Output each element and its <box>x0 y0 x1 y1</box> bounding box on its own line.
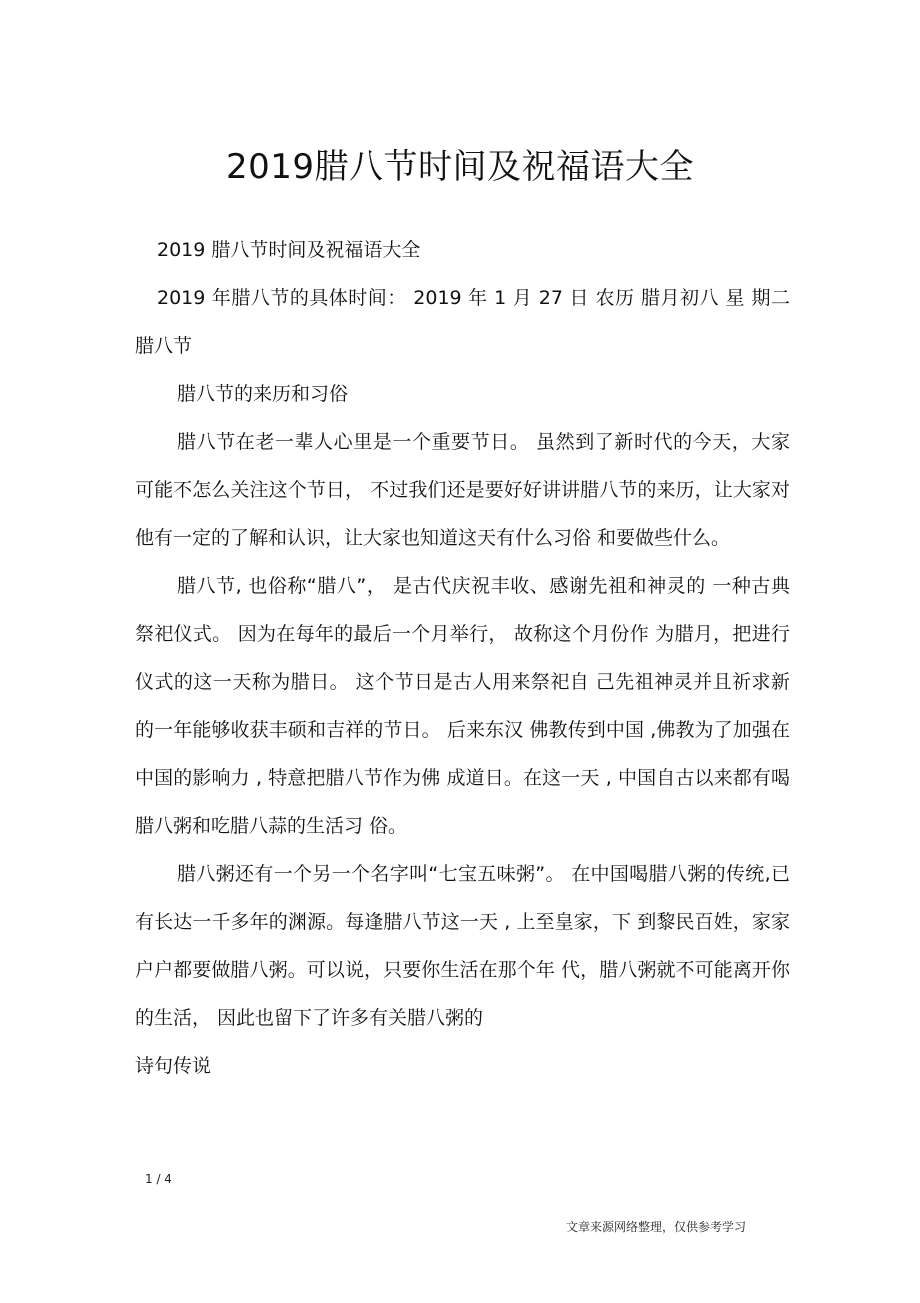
footer-note: 文章来源网络整理，仅供参考学习 <box>566 1220 747 1234</box>
subtitle-paragraph: 2019 腊八节时间及祝福语大全 <box>157 239 421 261</box>
body-paragraph-origin: 腊八节, 也俗称“腊八”， 是古代庆祝丰收、感谢先祖和神灵的 一种古典祭祀仪式。 因为在每年的最后一个月举行， 故称这个月份作 为腊月，把进行仪式的这一天称为腊日。 这个节日是古人用来祭祀自 己先祖神灵并且祈求新的一年能够收获丰硕和吉祥的节日。 后来东汉 佛教传到中国 ,佛教为了加强在中国的影响力 , 特意把腊八节作为佛 成道日。在这一天 , 中国自古以来都有喝腊八粥和吃腊八蒜的生活习 俗。 <box>135 575 790 837</box>
document-body <box>135 226 790 1090</box>
body-paragraph-intro: 腊八节在老一辈人心里是一个重要节日。 虽然到了新时代的今天，大家可能不怎么关注这个节日， 不过我们还是要好好讲讲腊八节的来历，让大家对他有一定的了解和认识，让大家也知道这天有什么习俗 和要做些什么。 <box>135 431 790 549</box>
section-heading: 腊八节的来历和习俗 <box>177 383 349 405</box>
page-number: 1 / 4 <box>145 1172 172 1186</box>
date-paragraph: 2019 年腊八节的具体时间： 2019 年 1 月 27 日 农历 腊月初八 星 期二 腊八节 <box>135 287 790 357</box>
body-paragraph-ending: 诗句传说 <box>135 1055 212 1077</box>
body-paragraph-porridge: 腊八粥还有一个另一个名字叫“七宝五味粥”。 在中国喝腊八粥的传统,已有长达一千多年的渊源。每逢腊八节这一天 , 上至皇家，下 到黎民百姓，家家户户都要做腊八粥。可以说，只要你生活在那个年 代，腊八粥就不可能离开你的生活， 因此也留下了许多有关腊八粥的 <box>135 863 790 1029</box>
document-title: 2019腊八节时间及祝福语大全 <box>225 147 695 187</box>
